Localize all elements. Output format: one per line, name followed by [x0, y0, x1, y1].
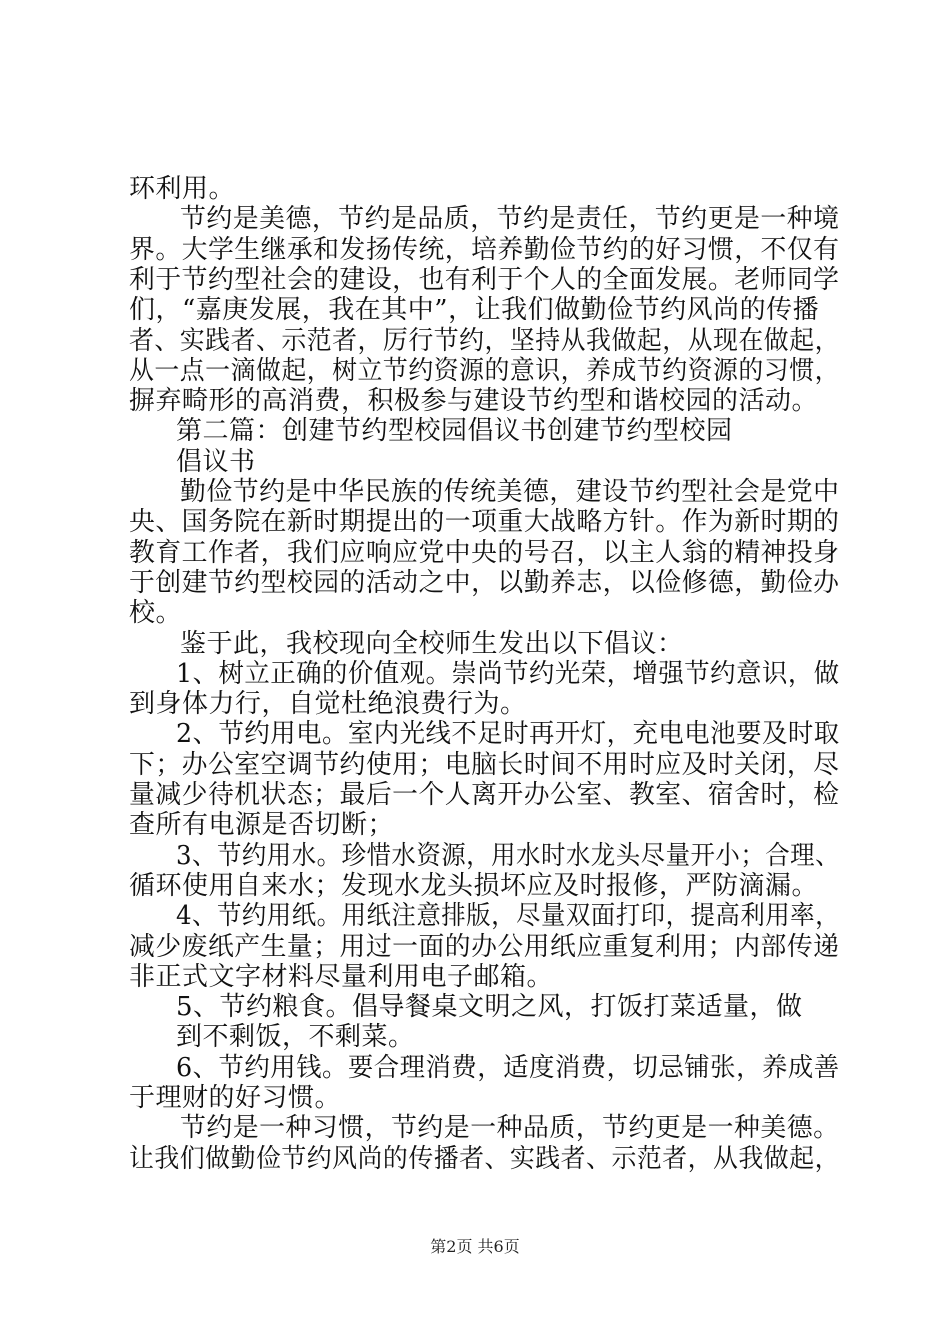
text-line: 们，“嘉庚发展，我在其中”，让我们做勤俭节约风尚的传播 [129, 295, 820, 325]
page-indicator: 第2页 共6页 [430, 1237, 520, 1256]
text-line: 减少废纸产生量；用过一面的办公用纸应重复利用；内部传递 [129, 932, 840, 962]
text-line: 节约是美德，节约是品质，节约是责任，节约更是一种境 [180, 204, 840, 234]
text-line: 下；办公室空调节约使用；电脑长时间不用时应及时关闭，尽 [129, 750, 840, 780]
text-line: 到身体力行，自觉杜绝浪费行为。 [129, 689, 527, 719]
text-line: 循环使用自来水；发现水龙头损坏应及时报修，严防滴漏。 [129, 871, 819, 901]
text-line: 利于节约型社会的建设，也有利于个人的全面发展。老师同学 [129, 265, 840, 295]
text-line: 于创建节约型校园的活动之中，以勤养志，以俭修德，勤俭办 [129, 568, 840, 598]
text-line: 界。大学生继承和发扬传统，培养勤俭节约的好习惯，不仅有 [129, 235, 840, 265]
text-line: 环利用。 [129, 174, 236, 204]
list-item: 4、节约用纸。用纸注意排版，尽量双面打印，提高利用率， [176, 901, 841, 931]
page-footer [0, 1237, 950, 1257]
section-heading: 倡议书 [176, 447, 256, 477]
text-line: 到不剩饭，不剩菜。 [176, 1022, 415, 1052]
text-line: 从一点一滴做起，树立节约资源的意识，养成节约资源的习惯， [129, 356, 840, 386]
text-line: 央、国务院在新时期提出的一项重大战略方针。作为新时期的 [129, 507, 840, 537]
list-item: 3、节约用水。珍惜水资源，用水时水龙头尽量开小；合理、 [176, 841, 841, 871]
text-line: 者、实践者、示范者，厉行节约，坚持从我做起，从现在做起， [129, 326, 840, 356]
text-line: 勤俭节约是中华民族的传统美德，建设节约型社会是党中 [180, 477, 840, 507]
list-item: 2、节约用电。室内光线不足时再开灯，充电电池要及时取 [176, 719, 840, 749]
list-item: 6、节约用钱。要合理消费，适度消费，切忌铺张，养成善 [176, 1053, 840, 1083]
text-line: 非正式文字材料尽量利用电子邮箱。 [129, 962, 554, 992]
text-line: 让我们做勤俭节约风尚的传播者、实践者、示范者，从我做起， [129, 1144, 840, 1174]
text-line: 教育工作者，我们应响应党中央的号召，以主人翁的精神投身 [129, 538, 840, 568]
text-line: 摒弃畸形的高消费，积极参与建设节约型和谐校园的活动。 [129, 386, 819, 416]
list-item: 1、树立正确的价值观。崇尚节约光荣，增强节约意识，做 [176, 659, 840, 689]
text-line: 节约是一种习惯，节约是一种品质，节约更是一种美德。 [180, 1113, 840, 1143]
text-line: 查所有电源是否切断； [129, 810, 395, 840]
text-line: 量减少待机状态；最后一个人离开办公室、教室、宿舍时，检 [129, 780, 840, 810]
list-item: 5、节约粮食。倡导餐桌文明之风，打饭打菜适量，做 [176, 992, 803, 1022]
section-heading: 第二篇：创建节约型校园倡议书创建节约型校园 [176, 416, 733, 446]
text-line: 鉴于此，我校现向全校师生发出以下倡议： [180, 629, 684, 659]
text-line: 于理财的好习惯。 [129, 1083, 342, 1113]
text-line: 校。 [129, 598, 183, 628]
